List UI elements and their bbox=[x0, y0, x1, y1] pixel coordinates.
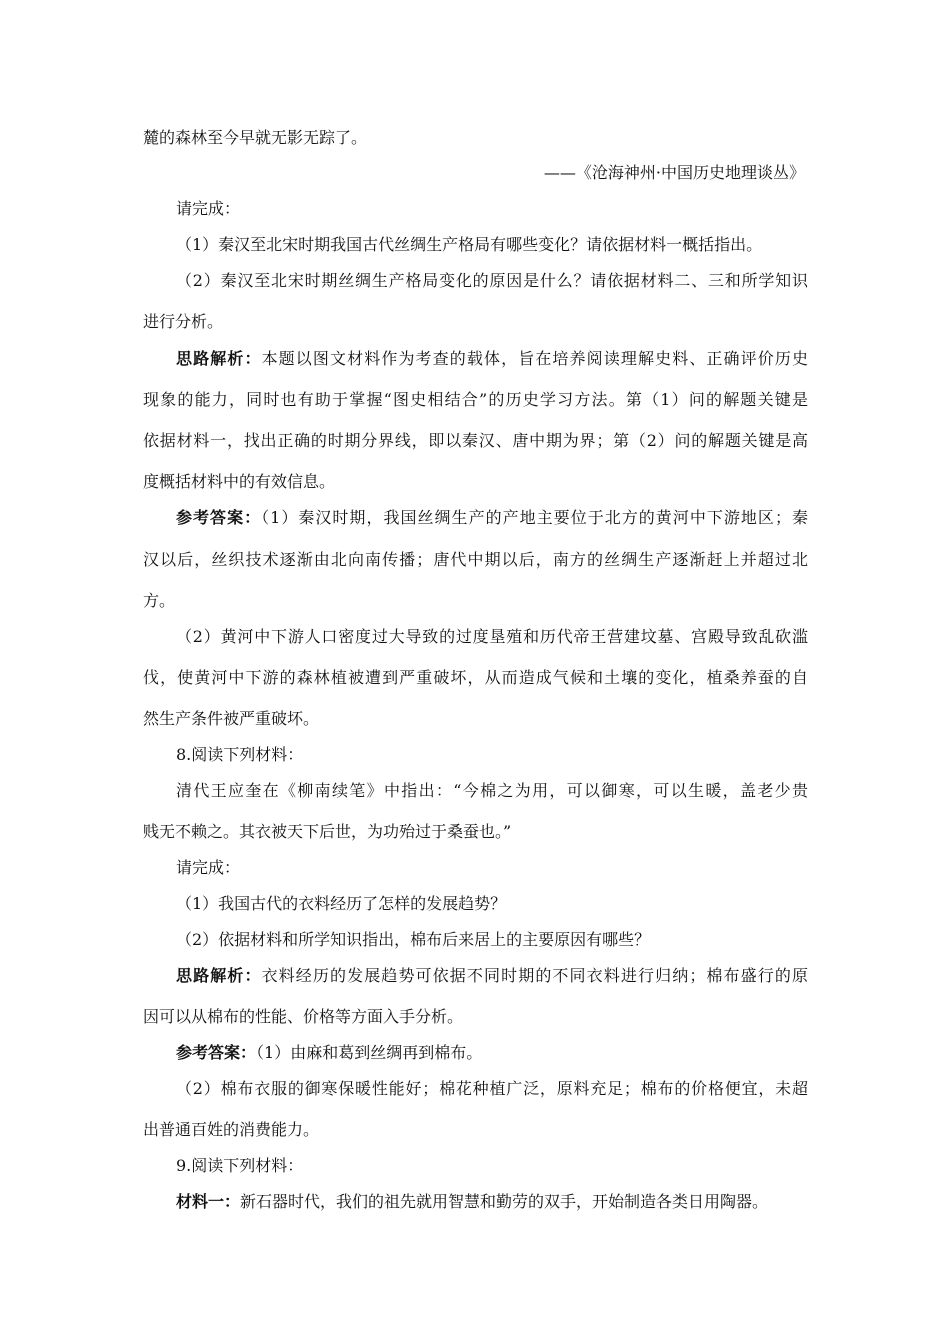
material-paragraph bbox=[176, 1192, 808, 1212]
question-heading: 8.阅读下列材料： bbox=[176, 745, 304, 764]
answer-paragraph bbox=[176, 1043, 808, 1063]
answer-text: （1）秦汉时期，我国丝绸生产的产地主要位于北方的黄河中下游地区；秦 bbox=[261, 508, 808, 527]
source-citation: ——《沧海神州·中国历史地理谈丛》 bbox=[543, 163, 805, 182]
analysis-label: 思路解析： bbox=[176, 349, 262, 368]
text-line: 然生产条件被严重破坏。 bbox=[143, 709, 320, 728]
question-heading: 9.阅读下列材料： bbox=[176, 1156, 304, 1175]
material-text: 新石器时代，我们的祖先就用智慧和勤劳的双手，开始制造各类日用陶器。 bbox=[240, 1192, 769, 1211]
material-text: 清代王应奎在《柳南续笔》中指出：“今棉之为用，可以御寒，可以生暖，盖老少贵 bbox=[176, 781, 808, 800]
text-line: 麓的森林至今早就无影无踪了。 bbox=[143, 128, 368, 147]
text-line: 因可以从棉布的性能、价格等方面入手分析。 bbox=[143, 1007, 464, 1026]
text-line: 汉以后，丝织技术逐渐由北向南传播；唐代中期以后，南方的丝绸生产逐渐赶上并超过北 bbox=[143, 550, 808, 569]
question-item: （2）依据材料和所学知识指出，棉布后来居上的主要原因有哪些？ bbox=[176, 930, 651, 949]
answer-paragraph: （2）黄河中下游人口密度过大导致的过度垦殖和历代帝王营建坟墓、宫殿导致乱砍滥 bbox=[176, 627, 808, 646]
question-item-continued: 进行分析。 bbox=[143, 312, 224, 331]
answer-paragraph: （2）棉布衣服的御寒保暖性能好；棉花种植广泛，原料充足；棉布的价格便宜，未超 bbox=[176, 1079, 808, 1098]
text-line: 贱无不赖之。其衣被天下后世，为功殆过于桑蚕也。” bbox=[143, 822, 512, 841]
analysis-text: 衣料经历的发展趋势可依据不同时期的不同衣料进行归纳；棉布盛行的原 bbox=[261, 966, 808, 985]
text-line: 现象的能力，同时也有助于掌握“图史相结合”的历史学习方法。第（1）问的解题关键是 bbox=[143, 390, 808, 409]
answer-paragraph bbox=[176, 508, 808, 528]
question-item: （1）秦汉至北宋时期我国古代丝绸生产格局有哪些变化？请依据材料一概括指出。 bbox=[176, 235, 763, 254]
question-item: （1）我国古代的衣料经历了怎样的发展趋势？ bbox=[176, 894, 507, 913]
analysis-label: 思路解析： bbox=[176, 966, 262, 985]
text-line: 伐，使黄河中下游的森林植被遭到严重破坏，从而造成气候和土壤的变化，植桑养蚕的自 bbox=[143, 668, 808, 687]
answer-label: 参考答案： bbox=[176, 508, 262, 527]
instruction: 请完成： bbox=[176, 858, 241, 877]
analysis-paragraph bbox=[176, 966, 808, 986]
question-item: （2）秦汉至北宋时期丝绸生产格局变化的原因是什么？请依据材料二、三和所学知识 bbox=[176, 271, 808, 290]
text-line: 出普通百姓的消费能力。 bbox=[143, 1120, 320, 1139]
analysis-paragraph bbox=[176, 349, 808, 369]
text-line: 方。 bbox=[143, 591, 176, 610]
answer-label: 参考答案： bbox=[176, 1043, 257, 1062]
instruction: 请完成： bbox=[176, 199, 241, 218]
material-label: 材料一： bbox=[176, 1192, 241, 1211]
answer-text: （1）由麻和葛到丝绸再到棉布。 bbox=[256, 1043, 483, 1062]
analysis-text: 本题以图文材料作为考查的载体，旨在培养阅读理解史料、正确评价历史 bbox=[261, 349, 808, 368]
text-line: 依据材料一，找出正确的时期分界线，即以秦汉、唐中期为界；第（2）问的解题关键是高 bbox=[143, 431, 808, 450]
text-line: 度概括材料中的有效信息。 bbox=[143, 472, 336, 491]
